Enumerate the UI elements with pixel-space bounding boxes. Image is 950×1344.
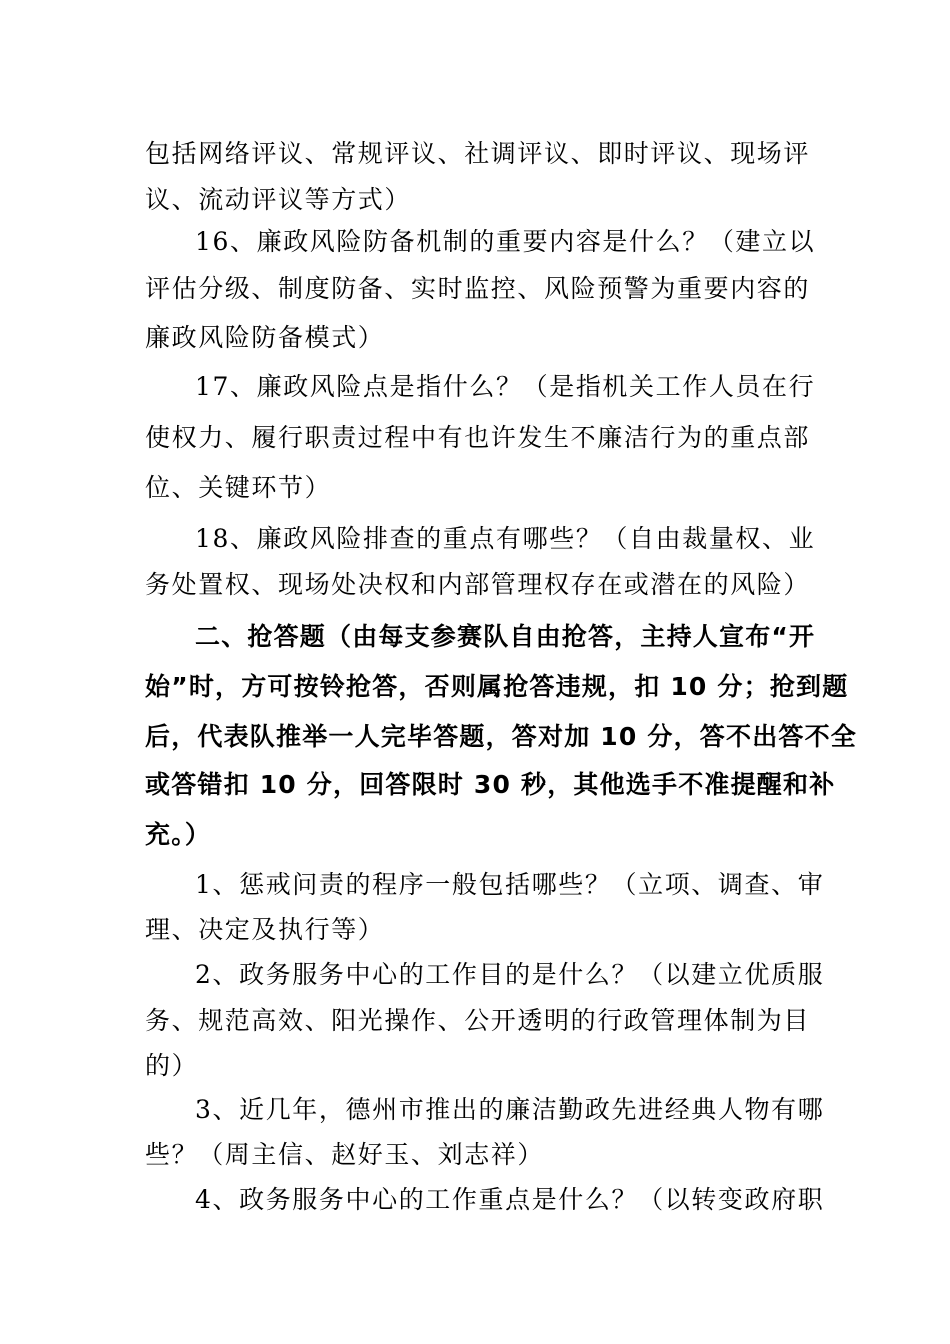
section-rules: 充。） [145,820,212,849]
question-3: 3、近几年，德州市推出的廉洁勤政先进经典人物有哪 [195,1095,825,1124]
section-rules: 或答错扣 10 分，回答限时 30 秒，其他选手不准提醒和补 [145,770,836,799]
section-heading: 二、抢答题（由每支参赛队自由抢答，主持人宣布“开 [195,622,816,651]
text-line: 的） [145,1051,199,1080]
question-17: 17、廉政风险点是指什么？（是指机关工作人员在行 [195,372,816,401]
text-line: 务、规范高效、阳光操作、公开透明的行政管理体制为目 [145,1006,811,1035]
text-line: 评估分级、制度防备、实时监控、风险预警为重要内容的 [145,274,811,303]
text-line: 务处置权、现场处决权和内部管理权存在或潜在的风险） [145,570,811,599]
section-rules: 始”时，方可按铃抢答，否则属抢答违规，扣 10 分；抢到题 [145,672,849,701]
text-line: 些？（周主信、赵好玉、刘志祥） [145,1140,545,1169]
text-line: 廉政风险防备模式） [145,323,385,352]
text-line: 使权力、履行职责过程中有也许发生不廉洁行为的重点部 [145,423,811,452]
question-4: 4、政务服务中心的工作重点是什么？（以转变政府职 [195,1185,825,1214]
section-rules: 后，代表队推举一人完毕答题，答对加 10 分，答不出答不全 [145,722,857,751]
text-line: 议、流动评议等方式） [145,185,412,214]
text-line: 包括网络评议、常规评议、社调评议、即时评议、现场评 [145,139,811,168]
question-16: 16、廉政风险防备机制的重要内容是什么？（建立以 [195,227,816,256]
text-line: 理、决定及执行等） [145,915,385,944]
question-2: 2、政务服务中心的工作目的是什么？（以建立优质服 [195,960,825,989]
question-1: 1、惩戒问责的程序一般包括哪些？（立项、调查、审 [195,870,825,899]
question-18: 18、廉政风险排查的重点有哪些？（自由裁量权、业 [195,524,816,553]
text-line: 位、关键环节） [145,473,332,502]
